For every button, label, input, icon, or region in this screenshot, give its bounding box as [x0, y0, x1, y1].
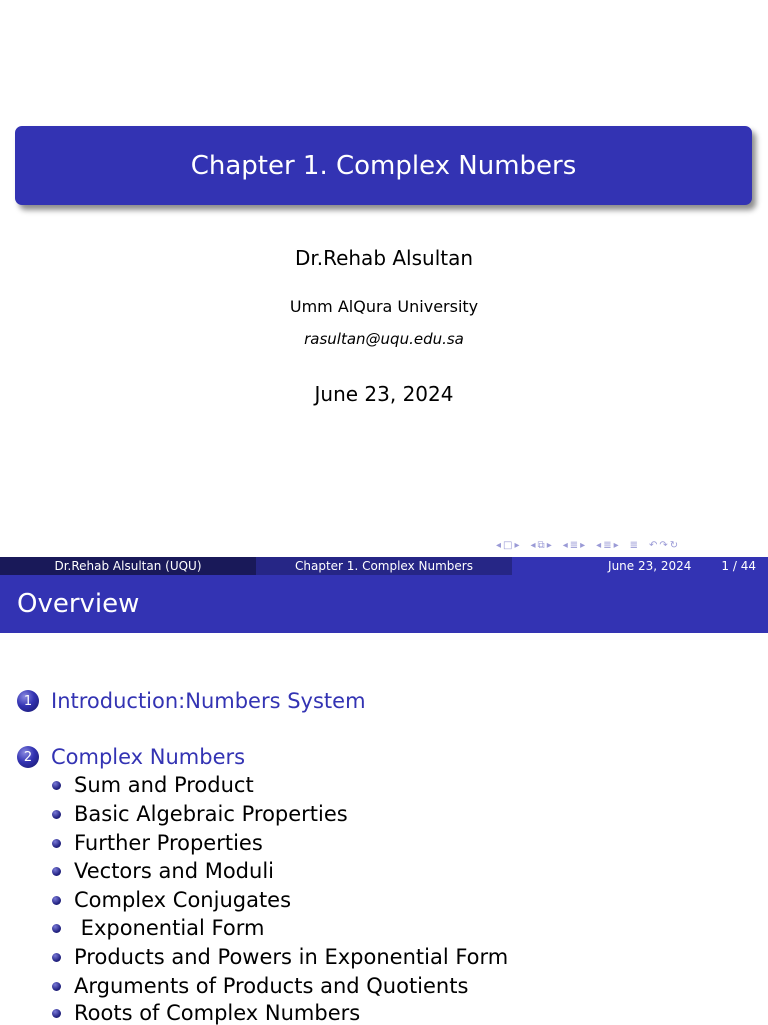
section-number-ball: 2 [17, 746, 39, 768]
toc-subsection-label[interactable]: Vectors and Moduli [74, 859, 274, 883]
toc-subsection-label[interactable]: Sum and Product [74, 773, 254, 797]
footer-date: June 23, 2024 [608, 559, 692, 573]
frame-title-bar [0, 575, 768, 633]
nav-document-group [630, 540, 640, 551]
nav-search-icon[interactable]: ↻ [669, 539, 679, 551]
toc-subsection-item[interactable] [52, 1001, 360, 1025]
bullet-icon [52, 953, 61, 962]
bullet-icon [52, 839, 61, 848]
nav-prev-part-icon[interactable]: ◂ [596, 539, 602, 551]
toc-section-title[interactable]: Introduction:Numbers System [51, 689, 366, 713]
nav-next-frame-icon[interactable]: ▸ [514, 539, 520, 551]
nav-forward-icon[interactable]: ↷ [659, 539, 668, 551]
nav-frame-group [496, 540, 522, 551]
section-number-ball: 1 [17, 690, 39, 712]
nav-next-subsection-icon[interactable]: ▸ [546, 539, 552, 551]
footer-author-cell [0, 557, 256, 575]
toc-subsection-item[interactable] [52, 974, 468, 998]
toc-subsection-label[interactable]: Further Properties [74, 831, 263, 855]
footer-page-number: 1 / 44 [721, 559, 756, 573]
toc-subsection-label[interactable]: Arguments of Products and Quotients [74, 974, 469, 998]
nav-section-group [563, 540, 587, 551]
toc-subsection-item[interactable] [52, 888, 291, 912]
toc-subsection-label[interactable]: Exponential Form [74, 916, 265, 940]
bullet-icon [52, 781, 61, 790]
toc-subsection-item[interactable] [52, 859, 274, 883]
nav-part-group [596, 540, 620, 551]
toc-subsection-label[interactable]: Basic Algebraic Properties [74, 802, 348, 826]
nav-subsection-group [531, 540, 554, 551]
nav-frame-icon[interactable]: □ [503, 539, 513, 551]
toc-subsection-label[interactable]: Roots of Complex Numbers [74, 1001, 361, 1025]
toc-subsection-item[interactable] [52, 802, 348, 826]
nav-prev-subsection-icon[interactable]: ◂ [530, 539, 536, 551]
bullet-icon [52, 982, 61, 991]
beamer-navigation-bar [496, 538, 689, 552]
bullet-icon [52, 924, 61, 933]
institute-name: Umm AlQura University [289, 297, 479, 316]
toc-subsection-label[interactable]: Complex Conjugates [74, 888, 292, 912]
author-name: Dr.Rehab Alsultan [294, 246, 474, 270]
footer-date-cell [512, 557, 768, 575]
frame-title: Overview [17, 589, 140, 619]
nav-prev-frame-icon[interactable]: ◂ [496, 539, 502, 551]
bullet-icon [52, 1009, 61, 1018]
toc-section-2[interactable] [17, 745, 245, 769]
footer-bar [0, 557, 768, 575]
bullet-icon [52, 810, 61, 819]
nav-next-section-icon[interactable]: ▸ [580, 539, 586, 551]
title-box [15, 126, 752, 205]
toc-subsection-item[interactable] [52, 916, 264, 940]
nav-section-icon[interactable]: ≣ [569, 539, 579, 551]
bullet-icon [52, 896, 61, 905]
nav-prev-section-icon[interactable]: ◂ [562, 539, 568, 551]
nav-document-icon[interactable]: ≣ [629, 539, 639, 551]
toc-section-title[interactable]: Complex Numbers [51, 745, 246, 769]
toc-section-1[interactable] [17, 689, 366, 713]
nav-back-icon[interactable]: ↶ [649, 539, 658, 551]
presentation-title: Chapter 1. Complex Numbers [190, 150, 577, 181]
nav-search-group [649, 540, 680, 551]
toc-subsection-item[interactable] [52, 945, 508, 969]
bullet-icon [52, 867, 61, 876]
toc-subsection-item[interactable] [52, 831, 263, 855]
footer-title-cell [256, 557, 512, 575]
presentation-date: June 23, 2024 [314, 382, 454, 406]
nav-subsection-icon[interactable]: ⧉ [537, 539, 545, 551]
footer-author: Dr.Rehab Alsultan (UQU) [54, 559, 202, 573]
toc-subsection-label[interactable]: Products and Powers in Exponential Form [74, 945, 509, 969]
nav-next-part-icon[interactable]: ▸ [613, 539, 619, 551]
nav-part-icon[interactable]: ≣ [603, 539, 612, 551]
author-email: rasultan@uqu.edu.sa [304, 330, 464, 348]
footer-title: Chapter 1. Complex Numbers [295, 559, 473, 573]
toc-subsection-item[interactable] [52, 773, 254, 797]
